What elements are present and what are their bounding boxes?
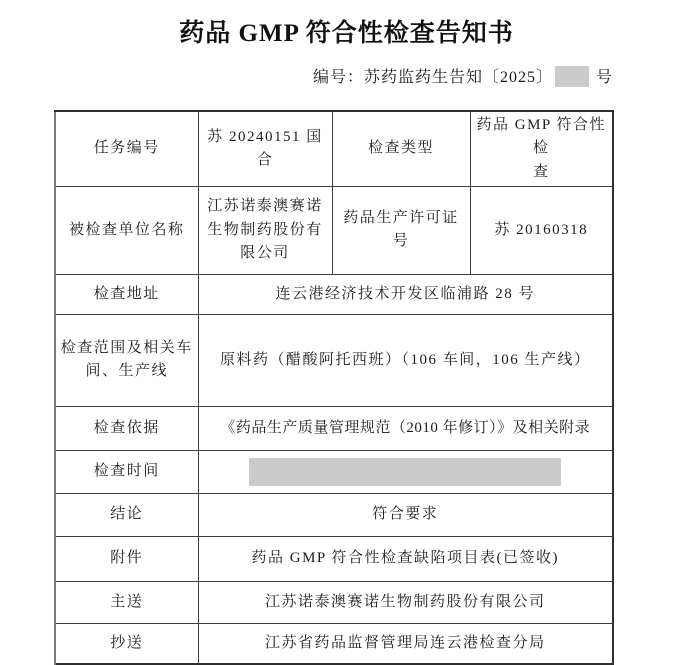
task-number-line-2: 合 [256, 151, 274, 168]
task-number-line-1: 苏 20240151 国 [207, 128, 323, 145]
conclusion-value: 符合要求 [198, 493, 613, 536]
table-row [55, 623, 613, 664]
license-number-value: 苏 20160318 [470, 186, 613, 274]
inspection-type-line-2: 查 [532, 163, 550, 180]
inspected-unit-line-3: 限公司 [240, 244, 290, 261]
inspection-type-line-1: 药品 GMP 符合性检 [476, 117, 606, 157]
attachment-label: 附件 [55, 536, 198, 581]
task-number-label: 任务编号 [55, 111, 198, 186]
inspected-unit-line-1: 江苏诺泰澳赛诺 [207, 198, 323, 215]
table-row [55, 186, 613, 274]
inspection-type-label: 检查类型 [332, 111, 470, 186]
main-recipient-value: 江苏诺泰澳赛诺生物制药股份有限公司 [198, 581, 613, 623]
inspected-unit-label: 被检查单位名称 [55, 186, 198, 274]
redaction-box-doc-number [555, 66, 589, 87]
inspected-unit-value [198, 186, 332, 274]
conclusion-label: 结论 [55, 493, 198, 536]
attachment-value: 药品 GMP 符合性检查缺陷项目表(已签收) [198, 536, 613, 581]
table-row [55, 314, 613, 406]
table-row [55, 111, 613, 186]
document-page [0, 13, 693, 649]
document-number-suffix: 号 [595, 69, 613, 86]
inspected-unit-line-2: 生物制药股份有 [207, 221, 323, 238]
inspection-scope-label [55, 314, 198, 406]
table-row [55, 406, 613, 450]
table-row [55, 274, 613, 314]
main-recipient-label: 主送 [55, 581, 198, 623]
table-row [55, 450, 613, 493]
redaction-box-inspection-time [249, 458, 561, 486]
inspection-basis-value: 《药品生产质量管理规范（2010 年修订）》及相关附录 [198, 406, 613, 450]
inspection-notice-table [54, 110, 614, 665]
inspection-scope-value: 原料药（醋酸阿托西班）（106 车间，106 生产线） [198, 314, 613, 406]
table-row [55, 581, 613, 623]
table-row [55, 536, 613, 581]
inspection-time-value [198, 450, 613, 493]
inspection-address-label: 检查地址 [55, 274, 198, 314]
license-number-label: 药品生产许可证号 [332, 186, 470, 274]
table-row [55, 493, 613, 536]
copy-recipient-value: 江苏省药品监督管理局连云港检查分局 [198, 623, 613, 664]
inspection-time-label: 检查时间 [55, 450, 198, 493]
document-number-line [0, 66, 693, 90]
document-title: 药品 GMP 符合性检查告知书 [179, 20, 514, 47]
document-number-prefix: 编号：苏药监药生告知〔2025〕 [312, 69, 553, 86]
inspection-scope-label-line-2: 间、生产线 [85, 363, 168, 380]
task-number-value [198, 111, 332, 186]
copy-recipient-label: 抄送 [55, 623, 198, 664]
inspection-scope-label-line-1: 检查范围及相关车 [60, 340, 193, 356]
inspection-address-value: 连云港经济技术开发区临浦路 28 号 [198, 274, 613, 314]
inspection-basis-label: 检查依据 [55, 406, 198, 450]
inspection-type-value [470, 111, 613, 186]
